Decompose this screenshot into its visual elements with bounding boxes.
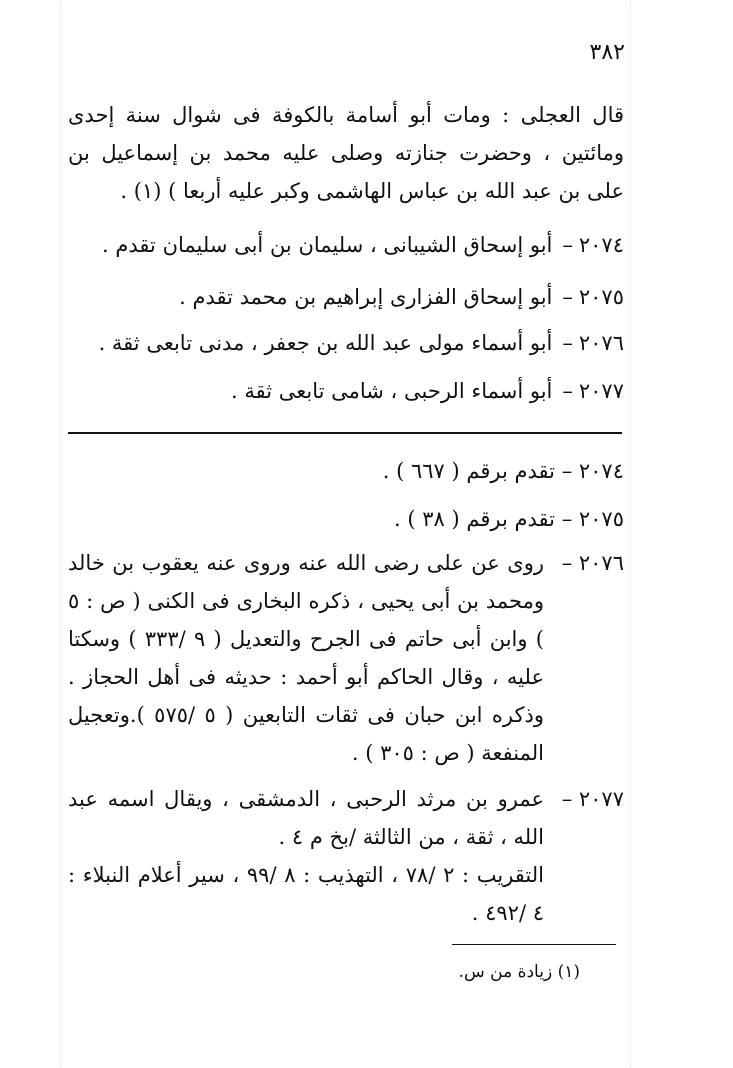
entry-number: ٢٠٧٥ [578,285,624,309]
margin-guide [60,0,61,1068]
note-dash: – [561,551,573,575]
note-2075 [68,500,624,538]
entry-text: أبو إسحاق الفزارى إبراهيم بن محمد تقدم . [179,285,553,309]
footnote-rule [452,944,616,945]
note-number: ٢٠٧٦ [578,551,624,575]
entry-number: ٢٠٧٧ [578,379,624,403]
entry-dash: – [562,379,573,403]
entry-2077 [68,372,624,410]
note-dash: – [561,459,573,483]
note-text: عمرو بن مرثد الرحبى ، الدمشقى ، ويقال اسمه عبد الله ، ثقة ، من الثالثة /بخ م ٤ . [68,787,544,849]
entry-2076 [68,324,624,362]
footnote: (١) زيادة من س. [458,962,580,982]
note-2076 [68,544,624,772]
note-references: التقريب : ٢ /٧٨ ، التهذيب : ٨ /٩٩ ، سير أعلام النبلاء : ٤ /٤٩٢ . [68,863,544,925]
note-number: ٢٠٧٧ [578,787,624,811]
page-number: ٣٨٢ [589,40,625,65]
note-2077 [68,780,624,932]
margin-guide [630,0,631,1068]
note-number: ٢٠٧٤ [578,459,624,483]
entry-number: ٢٠٧٤ [578,233,624,257]
intro-paragraph: قال العجلى : ومات أبو أسامة بالكوفة فى شوال سنة إحدى ومائتين ، وحضرت جنازته وصلى عليه محمد بن إسماعيل بن على بن عبد الله بن عباس الهاشمى وكبر عليه أربعا ) (١) . [68,103,624,203]
note-text: تقدم برقم ( ٦٦٧ ) . [382,459,555,483]
note-number: ٢٠٧٥ [578,507,624,531]
entry-text: أبو إسحاق الشيبانى ، سليمان بن أبى سليمان تقدم . [102,233,553,257]
separator-rule [68,432,622,434]
note-dash: – [561,507,573,531]
note-2074 [68,452,624,490]
entry-2074 [68,226,624,264]
entry-number: ٢٠٧٦ [578,331,624,355]
note-text: تقدم برقم ( ٣٨ ) . [394,507,555,531]
entry-2075 [68,278,624,316]
entry-dash: – [562,233,573,257]
entry-text: أبو أسماء الرحبى ، شامى تابعى ثقة . [230,379,553,403]
entry-dash: – [562,331,573,355]
entry-text: أبو أسماء مولى عبد الله بن جعفر ، مدنى تابعى ثقة . [98,331,553,355]
entry-dash: – [562,285,573,309]
note-dash: – [561,787,573,811]
note-text: روى عن على رضى الله عنه وروى عنه يعقوب بن خالد ومحمد بن أبى يحيى ، ذكره البخارى فى الكنى ( ص : ٥ ) وابن أبى حاتم فى الجرح والتعديل ( ٩ /٣٣٣ ) وسكتا عليه ، وقال الحاكم أبو أحمد : حديثه فى أهل الحجاز . وذكره ابن حبان فى ثقات التابعين ( ٥ /٥٧٥ ).وتعجيل المنفعة ( ص : ٣٠٥ ) . [68,551,544,765]
